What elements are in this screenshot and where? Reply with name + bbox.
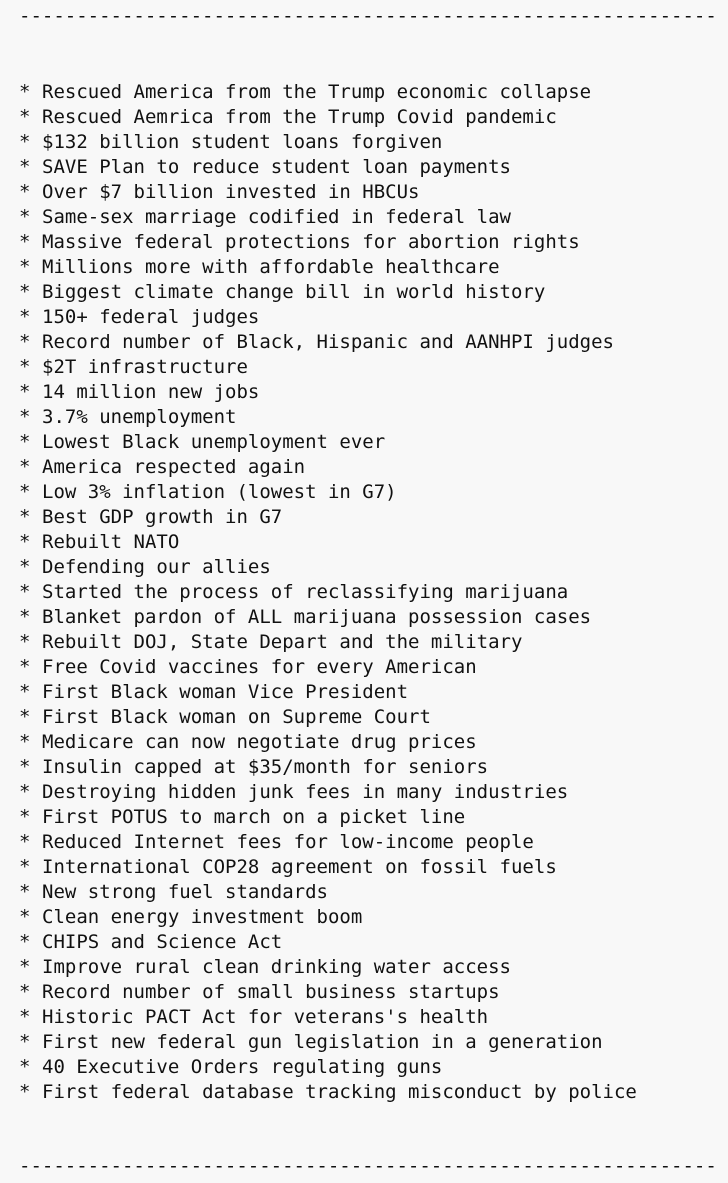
- list-item: [19, 755, 637, 780]
- bullet-marker: *: [19, 631, 31, 653]
- list-item: [19, 205, 637, 230]
- bullet-marker: *: [19, 831, 31, 853]
- bullet-marker: *: [19, 481, 31, 503]
- list-item-text: Rebuilt DOJ, State Depart and the military: [42, 631, 523, 653]
- list-item: [19, 480, 637, 505]
- list-item-text: First federal database tracking misconduct by police: [42, 1081, 637, 1103]
- list-item-text: Record number of Black, Hispanic and AANHPI judges: [42, 331, 614, 353]
- bullet-marker: *: [19, 381, 31, 403]
- list-item-text: Massive federal protections for abortion rights: [42, 231, 580, 253]
- bullet-marker: *: [19, 931, 31, 953]
- bullet-marker: *: [19, 781, 31, 803]
- list-item-text: $2T infrastructure: [42, 356, 248, 378]
- list-item: [19, 855, 637, 880]
- list-item: [19, 105, 637, 130]
- list-item: [19, 180, 637, 205]
- bullet-marker: *: [19, 756, 31, 778]
- bullet-marker: *: [19, 1056, 31, 1078]
- list-item-text: Blanket pardon of ALL marijuana possession cases: [42, 606, 592, 628]
- bullet-marker: *: [19, 356, 31, 378]
- top-divider: -------------------------------------------------------------: [19, 5, 717, 27]
- list-item-text: First new federal gun legislation in a generation: [42, 1031, 603, 1053]
- list-item-text: Rescued Aemrica from the Trump Covid pandemic: [42, 106, 557, 128]
- list-item-text: First Black woman on Supreme Court: [42, 706, 431, 728]
- list-item-text: Medicare can now negotiate drug prices: [42, 731, 477, 753]
- list-item-text: Rescued America from the Trump economic collapse: [42, 81, 592, 103]
- list-item: [19, 630, 637, 655]
- bullet-marker: *: [19, 881, 31, 903]
- list-item: [19, 405, 637, 430]
- bullet-marker: *: [19, 556, 31, 578]
- bullet-marker: *: [19, 331, 31, 353]
- list-item: [19, 230, 637, 255]
- list-item-text: Clean energy investment boom: [42, 906, 363, 928]
- list-item-text: 150+ federal judges: [42, 306, 260, 328]
- list-item-text: Free Covid vaccines for every American: [42, 656, 477, 678]
- list-item-text: Lowest Black unemployment ever: [42, 431, 386, 453]
- bullet-marker: *: [19, 1031, 31, 1053]
- bullet-marker: *: [19, 406, 31, 428]
- list-item: [19, 930, 637, 955]
- list-item: [19, 655, 637, 680]
- list-item-text: Reduced Internet fees for low-income people: [42, 831, 534, 853]
- list-item: [19, 830, 637, 855]
- bullet-marker: *: [19, 106, 31, 128]
- bullet-marker: *: [19, 281, 31, 303]
- bullet-marker: *: [19, 656, 31, 678]
- list-item: [19, 305, 637, 330]
- bullet-marker: *: [19, 806, 31, 828]
- list-item-text: 14 million new jobs: [42, 381, 260, 403]
- list-item-text: America respected again: [42, 456, 306, 478]
- list-item: [19, 980, 637, 1005]
- list-item-text: First POTUS to march on a picket line: [42, 806, 466, 828]
- list-item: [19, 905, 637, 930]
- list-item: [19, 605, 637, 630]
- list-item-text: $132 billion student loans forgiven: [42, 131, 443, 153]
- list-item-text: Same-sex marriage codified in federal law: [42, 206, 511, 228]
- bullet-marker: *: [19, 181, 31, 203]
- list-item: [19, 680, 637, 705]
- list-item-text: Best GDP growth in G7: [42, 506, 283, 528]
- list-item-text: Biggest climate change bill in world history: [42, 281, 546, 303]
- bullet-marker: *: [19, 906, 31, 928]
- list-item: [19, 455, 637, 480]
- bullet-marker: *: [19, 706, 31, 728]
- list-item: [19, 255, 637, 280]
- list-item: [19, 730, 637, 755]
- list-item: [19, 530, 637, 555]
- list-item-text: First Black woman Vice President: [42, 681, 409, 703]
- bullet-marker: *: [19, 206, 31, 228]
- list-item-text: Defending our allies: [42, 556, 271, 578]
- list-item: [19, 1005, 637, 1030]
- bullet-marker: *: [19, 156, 31, 178]
- bullet-marker: *: [19, 506, 31, 528]
- list-item: [19, 805, 637, 830]
- list-item: [19, 130, 637, 155]
- list-item: [19, 880, 637, 905]
- list-item: [19, 705, 637, 730]
- bullet-marker: *: [19, 681, 31, 703]
- list-item-text: Rebuilt NATO: [42, 531, 180, 553]
- list-item: [19, 1080, 637, 1105]
- list-item-text: Started the process of reclassifying marijuana: [42, 581, 569, 603]
- bullet-marker: *: [19, 256, 31, 278]
- bullet-marker: *: [19, 731, 31, 753]
- list-item-text: SAVE Plan to reduce student loan payments: [42, 156, 511, 178]
- bullet-marker: *: [19, 306, 31, 328]
- bullet-marker: *: [19, 1081, 31, 1103]
- bullet-marker: *: [19, 81, 31, 103]
- bullet-marker: *: [19, 581, 31, 603]
- list-item: [19, 955, 637, 980]
- bullet-marker: *: [19, 1006, 31, 1028]
- list-item: [19, 1030, 637, 1055]
- list-item: [19, 155, 637, 180]
- list-item: [19, 80, 637, 105]
- list-item: [19, 380, 637, 405]
- list-item-text: Improve rural clean drinking water access: [42, 956, 511, 978]
- list-item: [19, 1055, 637, 1080]
- bullet-marker: *: [19, 531, 31, 553]
- list-item-text: 40 Executive Orders regulating guns: [42, 1056, 443, 1078]
- list-item: [19, 505, 637, 530]
- bullet-marker: *: [19, 606, 31, 628]
- list-item-text: Insulin capped at $35/month for seniors: [42, 756, 489, 778]
- list-item-text: CHIPS and Science Act: [42, 931, 283, 953]
- bullet-marker: *: [19, 131, 31, 153]
- bullet-marker: *: [19, 956, 31, 978]
- list-item-text: 3.7% unemployment: [42, 406, 237, 428]
- list-item-text: Millions more with affordable healthcare: [42, 256, 500, 278]
- list-item: [19, 555, 637, 580]
- accomplishments-list: [19, 80, 637, 1105]
- bullet-marker: *: [19, 231, 31, 253]
- list-item-text: Over $7 billion invested in HBCUs: [42, 181, 420, 203]
- bullet-marker: *: [19, 856, 31, 878]
- list-item: [19, 430, 637, 455]
- list-item-text: Low 3% inflation (lowest in G7): [42, 481, 397, 503]
- list-item-text: Record number of small business startups: [42, 981, 500, 1003]
- list-item-text: New strong fuel standards: [42, 881, 328, 903]
- list-item: [19, 330, 637, 355]
- list-item-text: International COP28 agreement on fossil fuels: [42, 856, 557, 878]
- list-item: [19, 355, 637, 380]
- list-item: [19, 280, 637, 305]
- list-item-text: Historic PACT Act for veterans's health: [42, 1006, 489, 1028]
- bullet-marker: *: [19, 431, 31, 453]
- list-item-text: Destroying hidden junk fees in many industries: [42, 781, 569, 803]
- list-item: [19, 580, 637, 605]
- list-item: [19, 780, 637, 805]
- bullet-marker: *: [19, 981, 31, 1003]
- bottom-divider: -------------------------------------------------------------: [19, 1155, 717, 1177]
- bullet-marker: *: [19, 456, 31, 478]
